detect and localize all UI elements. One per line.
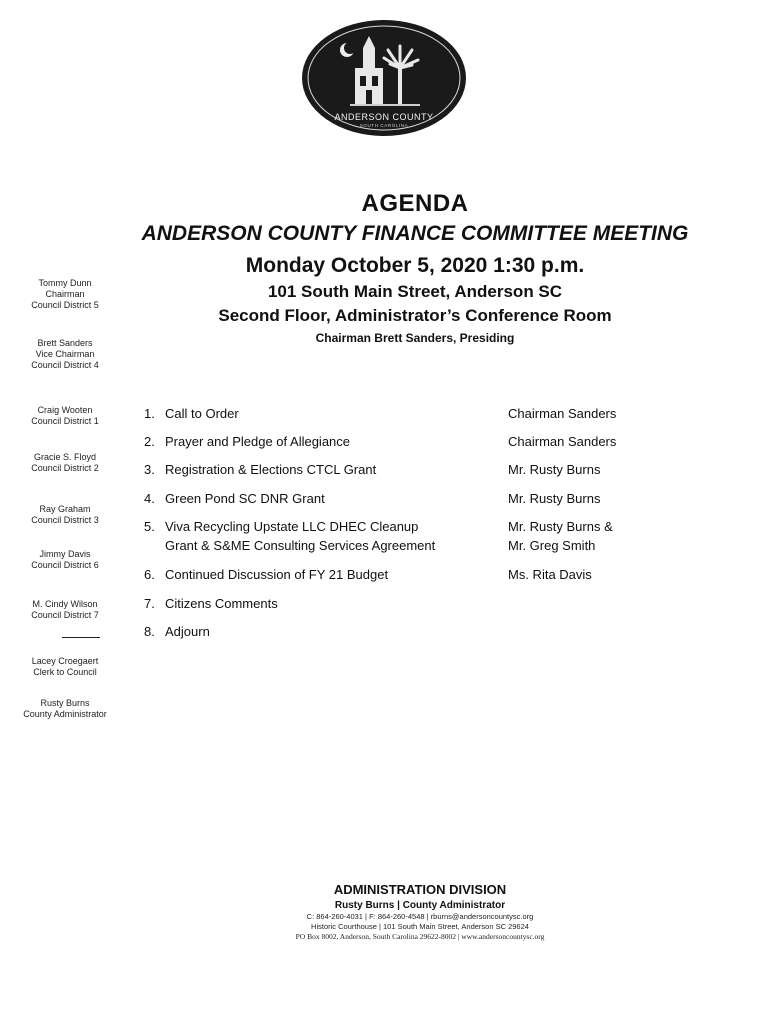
item-number: 8. [144, 624, 155, 639]
staff-member [14, 656, 116, 678]
staff-role: County Administrator [23, 709, 107, 719]
item-number: 2. [144, 434, 155, 449]
meeting-address: 101 South Main Street, Anderson SC [267, 282, 563, 301]
council-member [14, 549, 116, 571]
item-text: Registration & Elections CTCL Grant [165, 462, 377, 477]
member-name: Ray Graham [39, 504, 91, 514]
item-number: 6. [144, 567, 155, 582]
meeting-room: Second Floor, Administrator’s Conference Room [218, 306, 612, 325]
council-member [14, 452, 116, 474]
item-text: Adjourn [165, 624, 210, 639]
item-presenter: Mr. Rusty Burns [508, 462, 601, 477]
item-text: Viva Recycling Upstate LLC DHEC Cleanup [165, 519, 419, 534]
staff-role: Clerk to Council [33, 667, 97, 677]
item-presenter: Mr. Rusty Burns & [508, 519, 613, 534]
member-district: Council District 6 [31, 560, 99, 570]
member-role: Vice Chairman [35, 349, 95, 359]
member-district: Council District 7 [31, 610, 99, 620]
item-presenter: Chairman Sanders [508, 434, 617, 449]
item-text: Green Pond SC DNR Grant [165, 491, 325, 506]
item-number: 1. [144, 406, 155, 421]
council-member [14, 278, 116, 311]
member-name: Gracie S. Floyd [33, 452, 97, 462]
item-text: Call to Order [165, 406, 239, 421]
seal-state: SOUTH CAROLINA [359, 123, 409, 128]
item-text: Continued Discussion of FY 21 Budget [165, 567, 389, 582]
page-title: AGENDA [361, 190, 469, 217]
item-text: Prayer and Pledge of Allegiance [165, 434, 351, 449]
council-member [14, 338, 116, 371]
item-text: Citizens Comments [165, 596, 278, 611]
presiding-officer: Chairman Brett Sanders, Presiding [315, 331, 515, 345]
item-presenter: Mr. Greg Smith [508, 538, 596, 553]
footer-location: Historic Courthouse | 101 South Main Street, Anderson SC 29624 [311, 922, 529, 931]
seal-name: ANDERSON COUNTY [334, 112, 434, 122]
county-seal-logo [300, 18, 468, 138]
item-presenter: Mr. Rusty Burns [508, 491, 601, 506]
member-role: Chairman [45, 289, 85, 299]
item-text: Grant & S&ME Consulting Services Agreement [165, 538, 436, 553]
member-name: Tommy Dunn [38, 278, 92, 288]
member-district: Council District 2 [31, 463, 99, 473]
member-district: Council District 3 [31, 515, 99, 525]
member-name: Craig Wooten [37, 405, 93, 415]
footer-mailing: PO Box 8002, Anderson, South Carolina 29622-8002 | www.andersoncountysc.org [295, 932, 545, 941]
staff-name: Lacey Croegaert [31, 656, 99, 666]
member-name: Brett Sanders [37, 338, 93, 348]
item-presenter: Chairman Sanders [508, 406, 617, 421]
council-member [14, 599, 116, 621]
council-member [14, 405, 116, 427]
item-presenter: Ms. Rita Davis [508, 567, 592, 582]
staff-name: Rusty Burns [40, 698, 90, 708]
item-number: 3. [144, 462, 155, 477]
member-district: Council District 5 [31, 300, 99, 310]
meeting-name: ANDERSON COUNTY FINANCE COMMITTEE MEETING [141, 222, 689, 245]
council-member [14, 504, 116, 526]
item-number: 4. [144, 491, 155, 506]
sidebar-divider [62, 637, 100, 638]
staff-member [14, 698, 116, 720]
meeting-date: Monday October 5, 2020 1:30 p.m. [245, 254, 585, 277]
member-district: Council District 1 [31, 416, 99, 426]
member-name: M. Cindy Wilson [32, 599, 98, 609]
footer-subtitle: Rusty Burns | County Administrator [334, 900, 506, 911]
item-number: 7. [144, 596, 155, 611]
member-name: Jimmy Davis [39, 549, 91, 559]
footer-block [200, 882, 640, 941]
item-number: 5. [144, 519, 155, 534]
footer-contact: C: 864-260-4031 | F: 864-260-4548 | rburns@andersoncountysc.org [306, 912, 534, 921]
member-district: Council District 4 [31, 360, 99, 370]
footer-title: ADMINISTRATION DIVISION [333, 882, 507, 897]
